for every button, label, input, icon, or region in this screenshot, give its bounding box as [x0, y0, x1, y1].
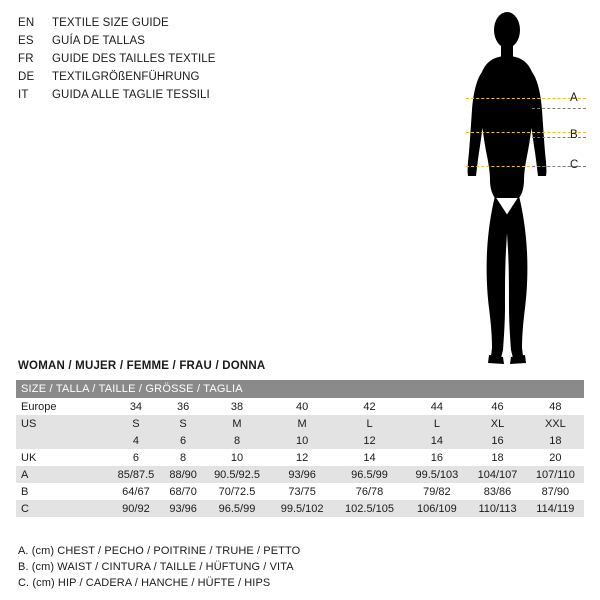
cell: 18 — [527, 432, 584, 449]
language-list — [18, 16, 318, 106]
hip-marker-label: C — [570, 159, 579, 171]
cell: 102.5/105 — [334, 500, 406, 517]
cell: 70/72.5 — [203, 483, 270, 500]
cell: 16 — [468, 432, 526, 449]
chest-dash-line-extension — [532, 108, 586, 110]
cell: 40 — [271, 398, 334, 415]
cell: 106/109 — [405, 500, 468, 517]
cell: 99.5/102 — [271, 500, 334, 517]
cell: 14 — [405, 432, 468, 449]
cell: 79/82 — [405, 483, 468, 500]
cell: 88/90 — [163, 466, 203, 483]
row-label: B — [16, 483, 109, 500]
language-code: EN — [18, 17, 35, 29]
cell: 10 — [203, 449, 270, 466]
cell: 8 — [163, 449, 203, 466]
female-silhouette-figure — [420, 6, 595, 371]
cell: 110/113 — [468, 500, 526, 517]
waist-dash-line — [466, 132, 586, 134]
language-row-fr — [18, 52, 318, 67]
cell: 64/67 — [109, 483, 163, 500]
legend-row-hip: C. (cm) HIP / CADERA / HANCHE / HÜFTE / HIPS — [18, 577, 271, 589]
language-text: TEXTILE SIZE GUIDE — [52, 17, 169, 29]
cell: S — [109, 415, 163, 432]
waist-marker-label: B — [570, 129, 578, 141]
cell: 48 — [527, 398, 584, 415]
cell: 20 — [527, 449, 584, 466]
table-row — [16, 500, 584, 517]
cell: XXL — [527, 415, 584, 432]
cell: 104/107 — [468, 466, 526, 483]
cell: 85/87.5 — [109, 466, 163, 483]
cell: 12 — [271, 449, 334, 466]
row-label — [16, 432, 109, 449]
table-row — [16, 449, 584, 466]
cell: 16 — [405, 449, 468, 466]
row-label: US — [16, 415, 109, 432]
table-row — [16, 432, 584, 449]
cell: M — [271, 415, 334, 432]
cell: 36 — [163, 398, 203, 415]
cell: L — [334, 415, 406, 432]
cell: 14 — [334, 449, 406, 466]
cell: 76/78 — [334, 483, 406, 500]
cell: 90.5/92.5 — [203, 466, 270, 483]
language-row-it — [18, 88, 318, 103]
size-table — [16, 380, 584, 517]
cell: M — [203, 415, 270, 432]
cell: 107/110 — [527, 466, 584, 483]
language-text: GUIDE DES TAILLES TEXTILE — [52, 53, 216, 65]
cell: 93/96 — [163, 500, 203, 517]
table-row — [16, 466, 584, 483]
language-row-en — [18, 16, 318, 31]
language-text: TEXTILGRÖßENFÜHRUNG — [52, 71, 200, 83]
cell: 96.5/99 — [334, 466, 406, 483]
legend-row-chest: A. (cm) CHEST / PECHO / POITRINE / TRUHE / PETTO — [18, 545, 301, 557]
table-header-label: SIZE / TALLA / TAILLE / GRÖSSE / TAGLIA — [16, 380, 584, 398]
cell: 44 — [405, 398, 468, 415]
cell: 83/86 — [468, 483, 526, 500]
language-row-es — [18, 34, 318, 49]
cell: 38 — [203, 398, 270, 415]
language-code: IT — [18, 89, 29, 101]
row-label: C — [16, 500, 109, 517]
cell: 42 — [334, 398, 406, 415]
cell: 114/119 — [527, 500, 584, 517]
measurement-legend — [18, 543, 588, 591]
language-text: GUIDA ALLE TAGLIE TESSILI — [52, 89, 210, 101]
cell: 46 — [468, 398, 526, 415]
cell: 96.5/99 — [203, 500, 270, 517]
cell: 18 — [468, 449, 526, 466]
cell: 90/92 — [109, 500, 163, 517]
cell: 10 — [271, 432, 334, 449]
cell: 68/70 — [163, 483, 203, 500]
language-code: DE — [18, 71, 35, 83]
cell: 4 — [109, 432, 163, 449]
section-title: WOMAN / MUJER / FEMME / FRAU / DONNA — [18, 360, 266, 372]
legend-row-waist: B. (cm) WAIST / CINTURA / TAILLE / HÜFTUNG / VITA — [18, 561, 294, 573]
row-label: Europe — [16, 398, 109, 415]
cell: S — [163, 415, 203, 432]
table-row — [16, 483, 584, 500]
cell: 12 — [334, 432, 406, 449]
chest-dash-line — [466, 98, 586, 100]
cell: 93/96 — [271, 466, 334, 483]
row-label: UK — [16, 449, 109, 466]
language-row-de — [18, 70, 318, 85]
row-label: A — [16, 466, 109, 483]
table-header-row — [16, 380, 584, 398]
cell: 8 — [203, 432, 270, 449]
cell: 99.5/103 — [405, 466, 468, 483]
cell: L — [405, 415, 468, 432]
silhouette-icon — [420, 6, 595, 371]
cell: 34 — [109, 398, 163, 415]
language-code: ES — [18, 35, 34, 47]
cell: XL — [468, 415, 526, 432]
cell: 6 — [163, 432, 203, 449]
chest-marker-label: A — [570, 92, 578, 104]
language-code: FR — [18, 53, 34, 65]
language-text: GUÍA DE TALLAS — [52, 35, 146, 47]
cell: 73/75 — [271, 483, 334, 500]
table-row — [16, 398, 584, 415]
cell: 87/90 — [527, 483, 584, 500]
table-row — [16, 415, 584, 432]
cell: 6 — [109, 449, 163, 466]
